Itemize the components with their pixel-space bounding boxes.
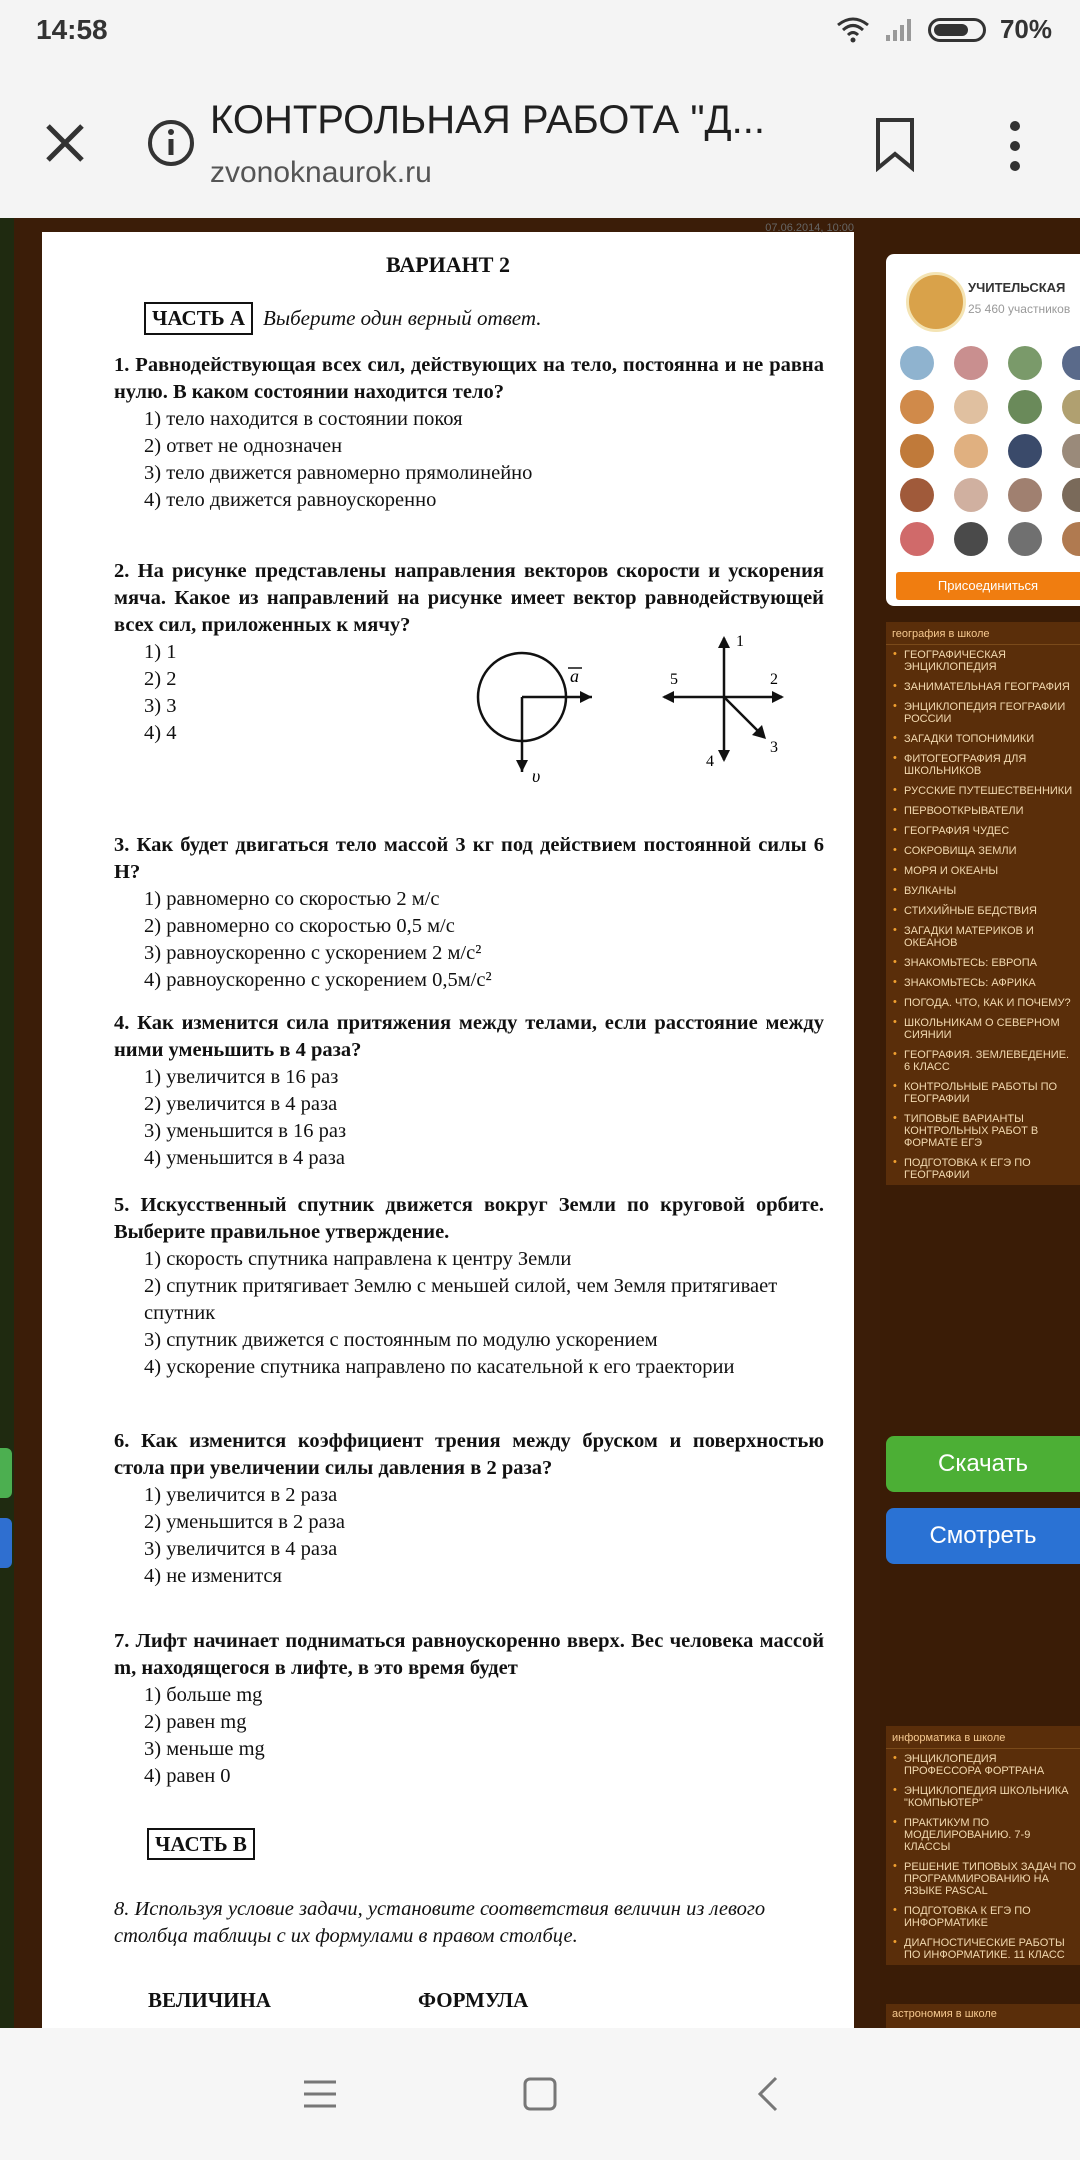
- sidebar-menu-item[interactable]: • ЗАНИМАТЕЛЬНАЯ ГЕОГРАФИЯ: [886, 677, 1080, 697]
- avatar[interactable]: [954, 434, 988, 468]
- astronomy-menu-header: астрономия в школе: [886, 2004, 1080, 2028]
- velocity-arrowhead: [516, 760, 528, 772]
- system-nav-bar: [0, 2028, 1080, 2160]
- avatar[interactable]: [1008, 478, 1042, 512]
- geography-menu: [886, 622, 1080, 1185]
- avatar[interactable]: [1062, 346, 1080, 380]
- question-text: 1. Равнодействующая всех сил, действующих на тело, постоянна и не равна нулю. В каком состоянии находится тело?: [114, 354, 824, 403]
- sidebar-menu-item[interactable]: • ПЕРВООТКРЫВАТЕЛИ: [886, 801, 1080, 821]
- sidebar-menu-item[interactable]: • ПОГОДА. ЧТО, КАК И ПОЧЕМУ?: [886, 993, 1080, 1013]
- option: 3) равноускоренно с ускорением 2 м/с²: [144, 942, 482, 964]
- question-text: 4. Как изменится сила притяжения между телами, если расстояние между ними уменьшить в 4 раза?: [114, 1012, 824, 1061]
- direction-label-4: 4: [706, 753, 714, 770]
- member-avatars: [900, 346, 1080, 556]
- option: 2) ответ не однозначен: [144, 435, 343, 457]
- sidebar-menu-item[interactable]: • ЗАГАДКИ МАТЕРИКОВ И ОКЕАНОВ: [886, 921, 1080, 953]
- table-header-formula: ФОРМУЛА: [418, 1988, 529, 2012]
- join-button[interactable]: Присоединиться: [896, 572, 1080, 600]
- part-b-label: ЧАСТЬ В: [147, 1828, 255, 1860]
- sidebar-menu-item[interactable]: • МОРЯ И ОКЕАНЫ: [886, 861, 1080, 881]
- avatar[interactable]: [900, 434, 934, 468]
- part-b-header: [147, 1832, 255, 1857]
- question-3: [114, 832, 824, 994]
- option: 3) тело движется равномерно прямолинейно: [144, 462, 533, 484]
- view-button[interactable]: Смотреть: [886, 1508, 1080, 1564]
- avatar[interactable]: [1062, 522, 1080, 556]
- info-icon[interactable]: [146, 118, 196, 168]
- sidebar-menu-item[interactable]: • ВУЛКАНЫ: [886, 881, 1080, 901]
- arrow-5-head: [662, 691, 674, 703]
- arrow-2-head: [772, 691, 784, 703]
- avatar[interactable]: [900, 390, 934, 424]
- close-icon[interactable]: [40, 118, 90, 168]
- avatar[interactable]: [954, 346, 988, 380]
- acceleration-label: a: [570, 666, 579, 686]
- question-6: [114, 1428, 824, 1590]
- community-name[interactable]: УЧИТЕЛЬСКАЯ: [968, 280, 1066, 295]
- community-logo: [906, 272, 966, 332]
- sidebar-menu-item[interactable]: • ЭНЦИКЛОПЕДИЯ ПРОФЕССОРА ФОРТРАНА: [886, 1749, 1080, 1781]
- status-time: 14:58: [36, 14, 108, 45]
- avatar[interactable]: [1062, 390, 1080, 424]
- sidebar-menu-item[interactable]: • ЗНАКОМЬТЕСЬ: ЕВРОПА: [886, 953, 1080, 973]
- left-download-tab[interactable]: [0, 1448, 12, 1498]
- wifi-icon: [836, 17, 870, 43]
- sidebar-menu-item[interactable]: • ПОДГОТОВКА К ЕГЭ ПО ГЕОГРАФИИ: [886, 1153, 1080, 1185]
- sidebar-menu-item[interactable]: • ЭНЦИКЛОПЕДИЯ ШКОЛЬНИКА "КОМПЬЮТЕР": [886, 1781, 1080, 1813]
- avatar[interactable]: [900, 478, 934, 512]
- sidebar-menu-item[interactable]: • ГЕОГРАФИЯ. ЗЕМЛЕВЕДЕНИЕ. 6 КЛАСС: [886, 1045, 1080, 1077]
- direction-label-1: 1: [736, 633, 744, 650]
- question-text: 7. Лифт начинает подниматься равноускоренно вверх. Вес человека массой m, находящегося в лифте, в это время будет: [114, 1630, 824, 1679]
- option: 1) 1: [144, 641, 177, 663]
- document-page: [42, 222, 854, 2028]
- avatar[interactable]: [1008, 346, 1042, 380]
- community-card[interactable]: [886, 254, 1080, 606]
- part-a-instruction: Выберите один верный ответ.: [263, 306, 542, 330]
- option: 4) тело движется равноускоренно: [144, 489, 437, 511]
- question-8: 8. Используя условие задачи, установите соответствия величин из левого столбца таблицы с их формулами в правом столбце.: [114, 1898, 766, 1947]
- arrow-3-line: [724, 697, 762, 735]
- bookmark-icon[interactable]: [872, 116, 918, 172]
- question-5: [114, 1192, 824, 1381]
- left-view-tab[interactable]: [0, 1518, 12, 1568]
- option: 3) увеличится в 4 раза: [144, 1538, 338, 1560]
- informatics-menu-header: информатика в школе: [886, 1726, 1080, 1749]
- option: 1) больше mg: [144, 1684, 263, 1706]
- option: 1) тело находится в состоянии покоя: [144, 408, 463, 430]
- sidebar-menu-item[interactable]: • ФИТОГЕОГРАФИЯ ДЛЯ ШКОЛЬНИКОВ: [886, 749, 1080, 781]
- arrow-1-head: [718, 636, 730, 648]
- document-date: 07.06.2014, 10:00: [765, 222, 854, 234]
- home-icon[interactable]: [518, 2072, 562, 2116]
- velocity-label: υ: [532, 766, 541, 782]
- question-text: 3. Как будет двигаться тело массой 3 кг под действием постоянной силы 6 Н?: [114, 834, 824, 883]
- sidebar-menu-item[interactable]: • ЗНАКОМЬТЕСЬ: АФРИКА: [886, 973, 1080, 993]
- back-icon[interactable]: [748, 2072, 792, 2116]
- more-menu-icon[interactable]: [1000, 118, 1030, 174]
- question-text: 5. Искусственный спутник движется вокруг Земли по круговой орбите. Выберите правильное утверждение.: [114, 1194, 824, 1243]
- avatar[interactable]: [1008, 390, 1042, 424]
- option: 4) равен 0: [144, 1765, 231, 1787]
- sidebar-menu-item[interactable]: • ПОДГОТОВКА К ЕГЭ ПО ИНФОРМАТИКЕ: [886, 1901, 1080, 1933]
- menu-icon[interactable]: [298, 2072, 342, 2116]
- sidebar-menu-item[interactable]: • ПРАКТИКУМ ПО МОДЕЛИРОВАНИЮ. 7-9 КЛАССЫ: [886, 1813, 1080, 1857]
- option: 1) скорость спутника направлена к центру Земли: [144, 1248, 572, 1270]
- status-icons: [836, 14, 1052, 45]
- sidebar-menu-item[interactable]: • РУССКИЕ ПУТЕШЕСТВЕННИКИ: [886, 781, 1080, 801]
- avatar[interactable]: [1062, 478, 1080, 512]
- avatar[interactable]: [954, 478, 988, 512]
- question-1: [114, 352, 824, 514]
- battery-percent: 70%: [999, 14, 1052, 44]
- option: 3) спутник движется с постоянным по модулю ускорением: [144, 1329, 658, 1351]
- option: 2) 2: [144, 668, 177, 690]
- option: 2) равномерно со скоростью 0,5 м/с: [144, 915, 455, 937]
- option: 4) 4: [144, 722, 177, 744]
- option: 2) равен mg: [144, 1711, 247, 1733]
- sidebar-menu-item[interactable]: • ТИПОВЫЕ ВАРИАНТЫ КОНТРОЛЬНЫХ РАБОТ В ФОРМАТЕ ЕГЭ: [886, 1109, 1080, 1153]
- question-text: 2. На рисунке представлены направления векторов скорости и ускорения мяча. Какое из направлений на рисунке имеет вектор равнодействующей всех сил, приложенных к мячу?: [114, 560, 824, 636]
- page-url[interactable]: zvonoknaurok.ru: [210, 156, 432, 189]
- option: 4) уменьшится в 4 раза: [144, 1147, 345, 1169]
- avatar[interactable]: [954, 522, 988, 556]
- table-header-quantity: ВЕЛИЧИНА: [148, 1988, 271, 2012]
- community-members: 25 460 участников: [968, 302, 1071, 316]
- sidebar-menu-item[interactable]: • ЭНЦИКЛОПЕДИЯ ГЕОГРАФИИ РОССИИ: [886, 697, 1080, 729]
- acceleration-arrowhead: [580, 691, 592, 703]
- sidebar-menu-item[interactable]: • СТИХИЙНЫЕ БЕДСТВИЯ: [886, 901, 1080, 921]
- avatar[interactable]: [1008, 434, 1042, 468]
- question-4: [114, 1010, 824, 1172]
- browser-toolbar: [0, 68, 1080, 219]
- direction-label-5: 5: [670, 671, 678, 688]
- option: 1) увеличится в 2 раза: [144, 1484, 338, 1506]
- option: 4) не изменится: [144, 1565, 282, 1587]
- part-a-header: [144, 302, 542, 335]
- status-bar: [0, 0, 1080, 68]
- signal-icon: [884, 17, 914, 43]
- option: 1) увеличится в 16 раз: [144, 1066, 339, 1088]
- avatar[interactable]: [1008, 522, 1042, 556]
- left-edge: [0, 218, 14, 2028]
- arrow-4-head: [718, 750, 730, 762]
- battery-icon: [928, 18, 986, 42]
- avatar[interactable]: [900, 522, 934, 556]
- sidebar-menu-item[interactable]: • РЕШЕНИЕ ТИПОВЫХ ЗАДАЧ ПО ПРОГРАММИРОВАНИЮ НА ЯЗЫКЕ PASCAL: [886, 1857, 1080, 1901]
- sidebar-menu-item[interactable]: • КОНТРОЛЬНЫЕ РАБОТЫ ПО ГЕОГРАФИИ: [886, 1077, 1080, 1109]
- option: 3) меньше mg: [144, 1738, 265, 1760]
- question-text: 6. Как изменится коэффициент трения между бруском и поверхностью стола при увеличении силы давления в 2 раза?: [114, 1430, 824, 1479]
- avatar[interactable]: [954, 390, 988, 424]
- option: 4) равноускоренно с ускорением 0,5м/с²: [144, 969, 492, 991]
- sidebar-menu-item[interactable]: • ШКОЛЬНИКАМ О СЕВЕРНОМ СИЯНИИ: [886, 1013, 1080, 1045]
- sidebar-menu-item[interactable]: • ГЕОГРАФИЧЕСКАЯ ЭНЦИКЛОПЕДИЯ: [886, 645, 1080, 677]
- direction-label-3: 3: [770, 739, 778, 756]
- avatar[interactable]: [1062, 434, 1080, 468]
- web-content: [0, 218, 1080, 2028]
- option: 1) равномерно со скоростью 2 м/с: [144, 888, 440, 910]
- option: 3) 3: [144, 695, 177, 717]
- sidebar-menu-item[interactable]: • ЗАГАДКИ ТОПОНИМИКИ: [886, 729, 1080, 749]
- direction-label-2: 2: [770, 671, 778, 688]
- variant-heading: ВАРИАНТ 2: [386, 252, 510, 277]
- question-7: [114, 1628, 824, 1790]
- option: 4) ускорение спутника направлено по касательной к его траектории: [144, 1356, 735, 1378]
- avatar[interactable]: [900, 346, 934, 380]
- sidebar-menu-item[interactable]: • ГЕОГРАФИЯ ЧУДЕС: [886, 821, 1080, 841]
- geography-menu-header: география в школе: [886, 622, 1080, 645]
- option: 2) увеличится в 4 раза: [144, 1093, 338, 1115]
- informatics-menu: [886, 1726, 1080, 1965]
- sidebar-menu-item[interactable]: • ДИАГНОСТИЧЕСКИЕ РАБОТЫ ПО ИНФОРМАТИКЕ. 11 КЛАСС: [886, 1933, 1080, 1965]
- download-button[interactable]: Скачать: [886, 1436, 1080, 1492]
- vector-figure: [452, 632, 792, 782]
- part-a-label: ЧАСТЬ А: [144, 302, 253, 335]
- sidebar-menu-item[interactable]: • СОКРОВИЩА ЗЕМЛИ: [886, 841, 1080, 861]
- option: 2) спутник притягивает Землю с меньшей силой, чем Земля притягивает спутник: [144, 1275, 778, 1324]
- page-title: КОНТРОЛЬНАЯ РАБОТА "Д...: [210, 98, 765, 142]
- option: 3) уменьшится в 16 раз: [144, 1120, 347, 1142]
- option: 2) уменьшится в 2 раза: [144, 1511, 345, 1533]
